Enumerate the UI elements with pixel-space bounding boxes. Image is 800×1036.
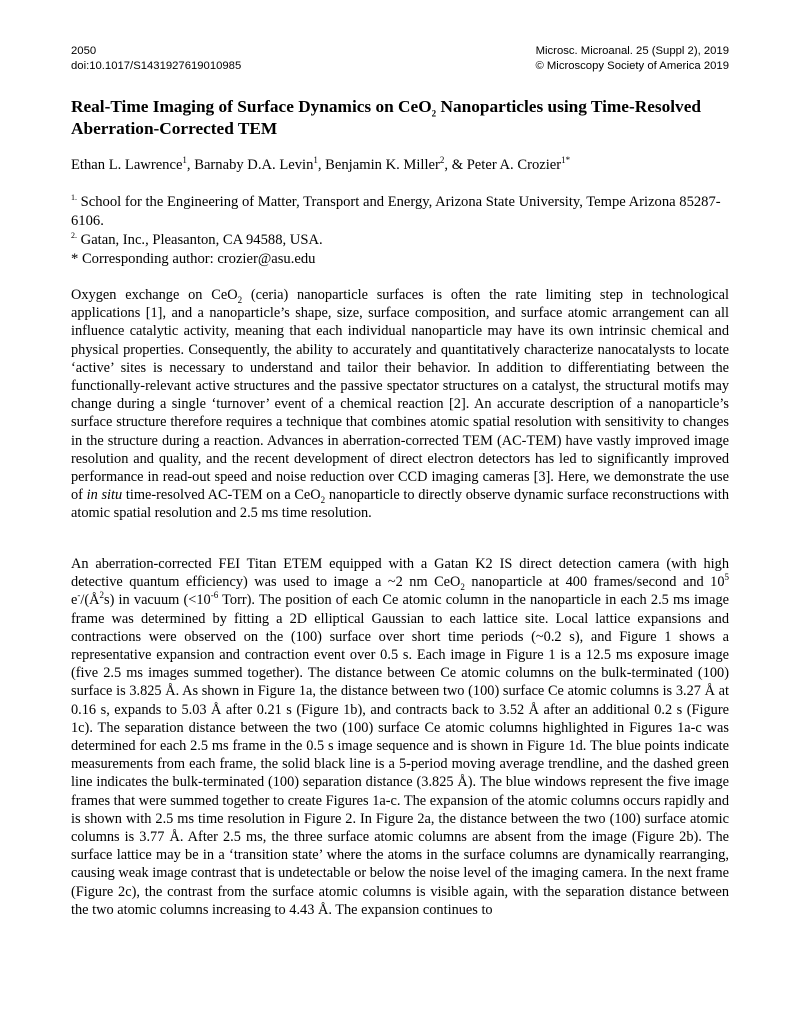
paragraph-2: An aberration-corrected FEI Titan ETEM equipped with a Gatan K2 IS direct detection camera (with high detective quantum efficiency) was used to image a ~2 nm CeO$_2$ nanoparticle at 400 frames/second and $10^5$ $e^-/(Å^2s)$ in vacuum ($<10^{-6}$ Torr). The position of each Ce atomic column in the nanoparticle in each 2.5 ms image frame was determined by fitting a 2D elliptical Gaussian to each lattice site. Local lattice expansions and contractions were observed on the (100) surface over short time periods (~0.2 s), and Figure 1 shows a representative expansion and contraction event over 0.5 s. Each image in Figure 1 is a 12.5 ms exposure image (five 2.5 ms images summed together). The distance between Ce atomic columns on the bulk-terminated (100) surface is 3.825 Å. As shown in Figure 1a, the distance between two (100) surface Ce atomic columns is 3.27 Å at 0.16 s, expands to 5.03 Å after 0.21 s (Figure 1b), and contracts back to 3.52 Å after an additional 0.2 s (Figure 1c). The separation distance between the two (100) surface Ce atomic columns highlighted in Figures 1a-c was determined for each 2.5 ms frame in the 0.5 s image sequence and is shown in Figure 1d. The blue points indicate measurements from each frame, the solid black line is a 5-period moving average trendline, and the dashed green line indicates the bulk-terminated (100) separation distance (3.825 Å). The blue windows represent the five image frames that were summed together to create Figures 1a-c. The expansion of the atomic columns occurs rapidly and is shown with 2.5 ms time resolution in Figure 2. In Figure 2a, the distance between the two (100) surface atomic columns is 3.77 Å. After 2.5 ms, the three surface atomic columns are absent from the image (Figure 2b). The surface lattice may be in a ‘transition state’ where the atoms in the surface columns are dynamically rearranging, causing weak image contrast that is undetectable or below the noise level of the imaging camera. In the next frame (Figure 2c), the contrast from the surface atomic columns is visible again, with the separation distance between the two atomic columns increasing to 4.43 Å. The expansion continues to [71,556,729,918]
doi: doi:10.1017/S1431927619010985 [71,60,242,72]
author-list [71,156,729,175]
affiliations [71,193,729,269]
author: Benjamin K. Miller$^2$, & [325,155,467,173]
title-part2: Nanoparticles using Time-Resolved Aberration-Corrected TEM [71,97,701,138]
corresponding-author: * Corresponding author: crozier@asu.edu [71,251,316,267]
author: Peter A. Crozier$^{1*}$ [466,155,571,173]
author: Barnaby D.A. Levin$^1$, [194,155,326,173]
author: Ethan L. Lawrence$^1$, [71,155,195,173]
paper-title [71,96,729,140]
page-header [71,44,729,74]
affiliation-2: $^{2.}$ Gatan, Inc., Pleasanton, CA 94588, USA. [71,231,323,248]
affiliation-1: $^{1.}$ School for the Engineering of Matter, Transport and Energy, Arizona State University, Tempe Arizona 85287-6106. [71,193,721,229]
header-left [71,44,241,74]
header-right [535,44,729,74]
journal-citation: Microsc. Microanal. 25 (Suppl 2), 2019 [535,45,729,57]
title-part1: Real-Time Imaging of Surface Dynamics on CeO [71,97,432,116]
page-number: 2050 [71,45,97,57]
paragraph-1: Oxygen exchange on CeO$_2$ (ceria) nanoparticle surfaces is often the rate limiting step in technological applications [1], and a nanoparticle’s shape, size, surface composition, and surface atomic arrangement can all influence catalytic activity, meaning that each individual nanoparticle may have its own intrinsic chemical and physical properties. Consequently, the ability to accurately and quantitatively characterize nanocatalysts to locate ‘active’ sites is necessary to understand and tailor their behavior. In addition to differentiating between the functionally-relevant active structures and the passive spectator structures on a catalyst, the structural motifs may change during a single ‘turnover’ event of a chemical reaction [2]. An accurate description of a nanoparticle’s surface structure therefore requires a technique that combines atomic spatial resolution with sensitivity to changes in the structure during a reaction. Advances in aberration-corrected TEM (AC-TEM) have vastly improved image resolution and quality, and the recent development of direct electron detectors has led to significantly improved performance in read-out speed and noise reduction over CCD imaging cameras [3]. Here, we demonstrate the use of in situ time-resolved AC-TEM on a CeO$_2$ nanoparticle to directly observe dynamic surface reconstructions with atomic spatial resolution and 2.5 ms time resolution. [71,287,730,522]
copyright: © Microscopy Society of America 2019 [535,60,729,72]
title-subscript: 2 [431,108,437,119]
